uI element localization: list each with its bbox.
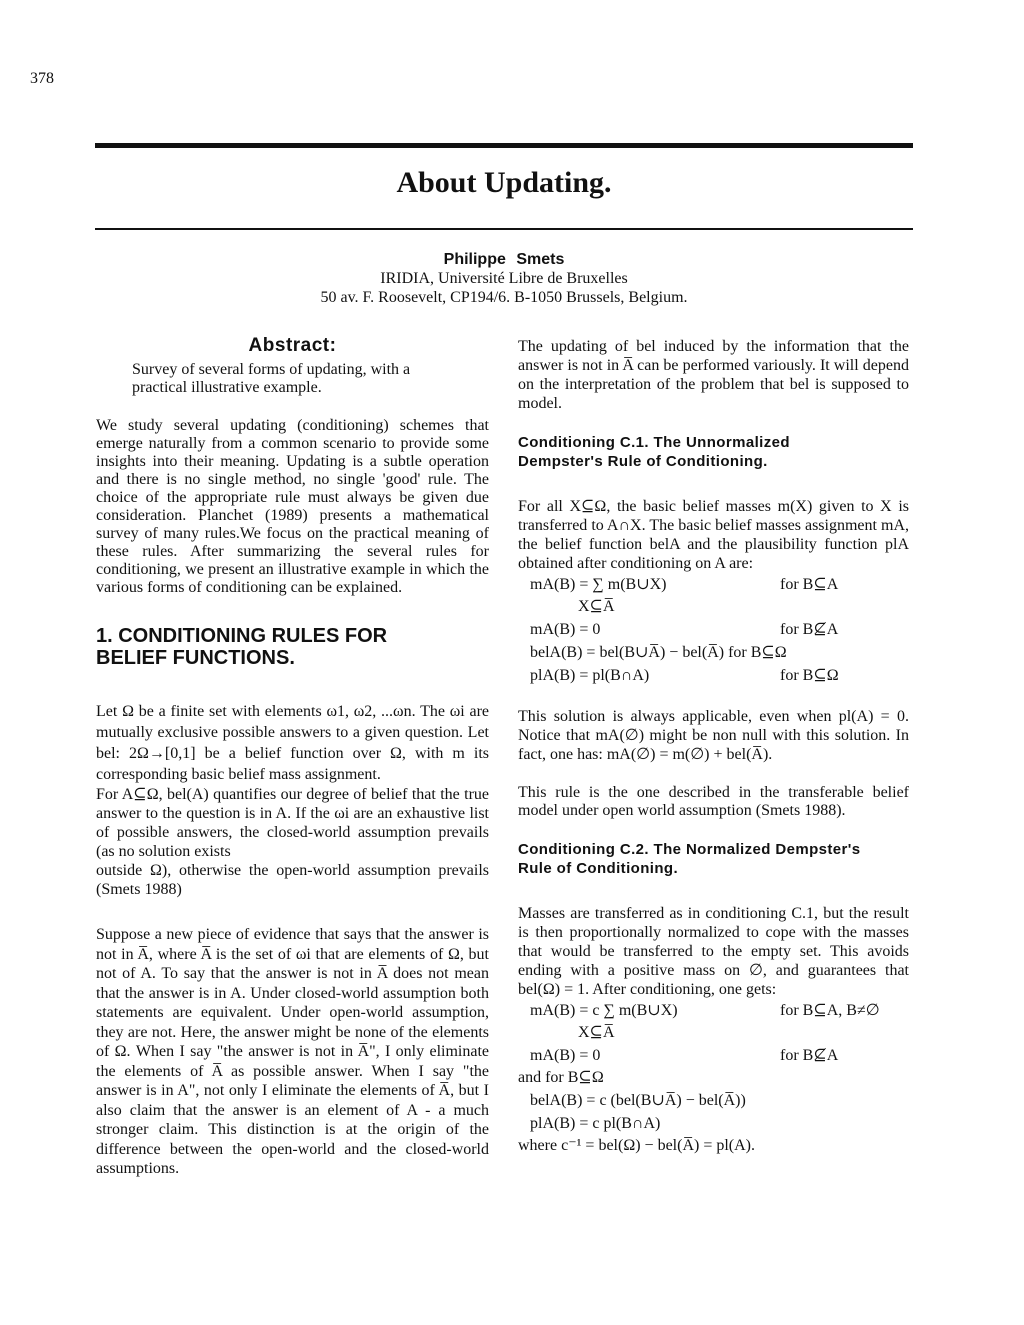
author-block (95, 250, 913, 307)
section1-paragraph-2: For A⊆Ω, bel(A) quantifies our degree of belief that the true answer to the question is in A. If the ωi are an exhaustive list of possible answers, the closed-world assumption prevails (as no solution exists (96, 786, 489, 860)
c2-formula-3: belA(B) = c (bel(B∪A̅) − bel(A̅)) (530, 1092, 746, 1109)
paper-title: About Updating. (396, 166, 612, 199)
author-name: Philippe Smets (443, 251, 565, 268)
c1-formula-1-rhs: for B⊆A (780, 576, 839, 593)
author-affiliation: IRIDIA, Université Libre de Bruxelles (380, 270, 628, 287)
c2-formula-2-lhs: mA(B) = 0 (530, 1047, 601, 1064)
c2-where: where c⁻¹ = bel(Ω) − bel(A̅) = pl(A). (518, 1137, 756, 1154)
right-intro-paragraph: The updating of bel induced by the information that the answer is not in A̅ can be performed variously. It will depend on the interpretation of the problem that bel is supposed to model. (518, 338, 909, 412)
c2-heading-line1: Conditioning C.2. The Normalized Dempster's (518, 841, 861, 858)
c1-formula-2-rhs: for B⊈A (780, 621, 839, 638)
c2-formula-4: plA(B) = c pl(B∩A) (530, 1115, 661, 1132)
c1-formula-4-lhs: plA(B) = pl(B∩A) (530, 667, 650, 684)
title-top-rule (95, 143, 913, 148)
section-heading-line2: BELIEF FUNCTIONS. (96, 647, 295, 669)
abstract-summary: Survey of several forms of updating, with a practical illustrative example. (132, 361, 411, 396)
conditioning-c1-heading (518, 433, 909, 471)
c1-after-paragraph: This solution is always applicable, even when pl(A) = 0. Notice that mA(∅) might be non null with this solution. In fact, one has: mA(∅) = m(∅) + bel(A̅). (518, 708, 909, 763)
c1-heading-line1: Conditioning C.1. The Unnormalized (518, 434, 790, 451)
abstract-heading: Abstract: (248, 335, 337, 356)
section-heading (96, 625, 489, 669)
c2-formula-2 (518, 1044, 909, 1067)
c1-paragraph: For all X⊆Ω, the basic belief masses m(X) given to X is transferred to A∩X. The basic belief masses assignment mA, the belief function belA and the plausibility function plA obtained after conditioning on A are: (518, 498, 909, 572)
page-number: 378 (30, 70, 54, 87)
c2-and-for: and for B⊆Ω (518, 1069, 604, 1086)
section-heading-line1: 1. CONDITIONING RULES FOR (96, 625, 388, 647)
title-bottom-rule (95, 228, 913, 230)
section1-paragraph-3: Suppose a new piece of evidence that says that the answer is not in A̅, where A̅ is the set of ωi that are elements of Ω, but not of A. To say that the answer is not in A̅ does not mean that the answer is in A. Under closed-world assumption both statements are equivalent. Under open-world assumption, they are not. Here, the answer might be none of the elements of Ω. When I say "the answer is not in A̅", I only eliminate the elements of A̅ as possible answer. When I say "the answer is in A", not only I eliminate the elements of A̅, but I also claim that the answer is an element of A - a much stronger claim. This distinction is at the origin of the difference between the open-world and the closed-world assumptions. (96, 926, 489, 1177)
c1-formula-1-subscript: X⊆A̅ (578, 598, 615, 615)
c1-formula-1 (518, 573, 909, 596)
c1-formula-1-lhs: mA(B) = ∑ m(B∪X) (530, 576, 667, 593)
c2-formula-1-subscript: X⊆A̅ (578, 1024, 615, 1041)
c1-formula-2-lhs: mA(B) = 0 (530, 621, 601, 638)
left-column (96, 337, 489, 1179)
c1-formula-4 (518, 664, 909, 687)
c2-heading-line2: Rule of Conditioning. (518, 860, 679, 877)
right-column (518, 337, 909, 1157)
c1-formula-3: belA(B) = bel(B∪A̅) − bel(A̅) for B⊆Ω (530, 644, 787, 661)
c1-formula-4-rhs: for B⊆Ω (780, 667, 839, 684)
c2-formula-1 (518, 999, 909, 1022)
c1-heading-line2: Dempster's Rule of Conditioning. (518, 453, 768, 470)
section1-paragraph-2-cont: outside Ω), otherwise the open-world assumption prevails (Smets 1988) (96, 862, 489, 898)
c2-formula-1-lhs: mA(B) = c ∑ m(B∪X) (530, 1002, 678, 1019)
conditioning-c2-heading (518, 840, 909, 878)
abstract-body: We study several updating (conditioning) schemes that emerge naturally from a common scenario to provide some insights into their meaning. Updating is a subtle operation and there is no single method, no single 'good' rule. The choice of the appropriate rule must always be given due consideration. Planchet (1989) presents a mathematical survey of many rules.We focus on the practical meaning of these rules. After summarizing the several rules for conditioning, we present an illustrative example in which the various forms of conditioning can be explained. (96, 417, 489, 596)
c2-formula-2-rhs: for B⊈A (780, 1047, 839, 1064)
c1-rule-paragraph: This rule is the one described in the transferable belief model under open world assumption (Smets 1988). (518, 784, 909, 819)
c2-paragraph: Masses are transferred as in conditioning C.1, but the result is then proportionally normalized to cope with the masses that would be transferred to the empty set. This avoids ending with a positive mass on ∅, and guarantees that bel(Ω) = 1. After conditioning, one gets: (518, 905, 909, 998)
author-address: 50 av. F. Roosevelt, CP194/6. B-1050 Brussels, Belgium. (320, 289, 688, 306)
c2-formula-1-rhs: for B⊆A, B≠∅ (780, 1002, 880, 1019)
c1-formula-2 (518, 618, 909, 641)
section1-paragraph-1: Let Ω be a finite set with elements ω1, ω2, ...ωn. The ωi are mutually exclusive possible answers to a given question. Let bel: 2Ω→[0,1] be a belief function over Ω, with m its corresponding basic belief mass assignment. (96, 703, 489, 783)
